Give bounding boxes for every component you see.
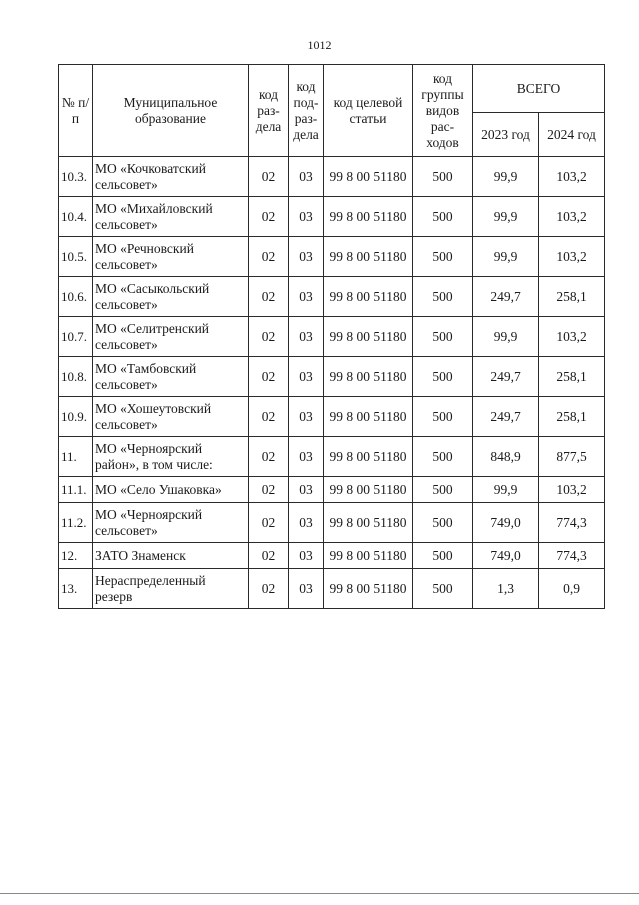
subsection-code: 03 [289, 397, 324, 437]
table-row [59, 543, 605, 569]
page-number: 1012 [307, 38, 332, 52]
amount-2023: 99,9 [473, 157, 539, 197]
amount-2024: 103,2 [539, 317, 605, 357]
municipality-name: МО «Село Ушаковка» [93, 477, 249, 503]
expense-group-code: 500 [413, 277, 473, 317]
target-article-code: 99 8 00 51180 [324, 437, 413, 477]
table-row [59, 237, 605, 277]
amount-2023: 249,7 [473, 357, 539, 397]
municipality-name: МО «Черноярский район», в том числе: [93, 437, 249, 477]
expense-group-code: 500 [413, 317, 473, 357]
subsection-code: 03 [289, 357, 324, 397]
amount-2024: 258,1 [539, 357, 605, 397]
row-number: 13. [59, 569, 93, 609]
table-row [59, 197, 605, 237]
target-article-code: 99 8 00 51180 [324, 317, 413, 357]
municipality-name: Нераспределенный резерв [93, 569, 249, 609]
row-number: 11.1. [59, 477, 93, 503]
table-row [59, 357, 605, 397]
table-row [59, 503, 605, 543]
section-code: 02 [249, 437, 289, 477]
amount-2024: 877,5 [539, 437, 605, 477]
amount-2023: 749,0 [473, 543, 539, 569]
target-article-code: 99 8 00 51180 [324, 237, 413, 277]
table-row [59, 397, 605, 437]
amount-2023: 99,9 [473, 477, 539, 503]
expense-group-code: 500 [413, 569, 473, 609]
table-row [59, 277, 605, 317]
row-number: 10.4. [59, 197, 93, 237]
municipality-name: МО «Сасыкольский сельсовет» [93, 277, 249, 317]
municipality-name: МО «Селитренский сельсовет» [93, 317, 249, 357]
amount-2023: 249,7 [473, 277, 539, 317]
table-row [59, 569, 605, 609]
table-row [59, 477, 605, 503]
amount-2023: 99,9 [473, 197, 539, 237]
header-year-2023: 2023 год [473, 113, 539, 157]
amount-2024: 103,2 [539, 157, 605, 197]
section-code: 02 [249, 569, 289, 609]
municipality-name: МО «Кочковатский сельсовет» [93, 157, 249, 197]
amount-2023: 99,9 [473, 317, 539, 357]
row-number: 10.7. [59, 317, 93, 357]
page-bottom-rule [0, 893, 639, 894]
table-row [59, 437, 605, 477]
amount-2024: 774,3 [539, 503, 605, 543]
table-header [59, 65, 605, 157]
budget-table [58, 64, 605, 609]
section-code: 02 [249, 357, 289, 397]
amount-2023: 1,3 [473, 569, 539, 609]
header-expense-group: код группы видов рас- ходов [413, 65, 473, 157]
amount-2024: 103,2 [539, 197, 605, 237]
section-code: 02 [249, 317, 289, 357]
subsection-code: 03 [289, 277, 324, 317]
header-name: Муниципальное образование [93, 65, 249, 157]
expense-group-code: 500 [413, 503, 473, 543]
expense-group-code: 500 [413, 437, 473, 477]
municipality-name: МО «Речновский сельсовет» [93, 237, 249, 277]
amount-2023: 848,9 [473, 437, 539, 477]
row-number: 11. [59, 437, 93, 477]
section-code: 02 [249, 237, 289, 277]
municipality-name: МО «Черноярский сельсовет» [93, 503, 249, 543]
subsection-code: 03 [289, 477, 324, 503]
subsection-code: 03 [289, 157, 324, 197]
section-code: 02 [249, 543, 289, 569]
table-row [59, 157, 605, 197]
subsection-code: 03 [289, 237, 324, 277]
section-code: 02 [249, 477, 289, 503]
subsection-code: 03 [289, 437, 324, 477]
row-number: 10.8. [59, 357, 93, 397]
header-total: ВСЕГО [473, 65, 605, 113]
header-year-2024: 2024 год [539, 113, 605, 157]
expense-group-code: 500 [413, 357, 473, 397]
expense-group-code: 500 [413, 477, 473, 503]
target-article-code: 99 8 00 51180 [324, 397, 413, 437]
amount-2024: 0,9 [539, 569, 605, 609]
amount-2023: 749,0 [473, 503, 539, 543]
target-article-code: 99 8 00 51180 [324, 277, 413, 317]
municipality-name: МО «Тамбовский сельсовет» [93, 357, 249, 397]
amount-2024: 103,2 [539, 477, 605, 503]
section-code: 02 [249, 503, 289, 543]
municipality-name: МО «Михайловский сельсовет» [93, 197, 249, 237]
section-code: 02 [249, 277, 289, 317]
row-number: 10.9. [59, 397, 93, 437]
amount-2023: 249,7 [473, 397, 539, 437]
amount-2024: 774,3 [539, 543, 605, 569]
section-code: 02 [249, 197, 289, 237]
subsection-code: 03 [289, 543, 324, 569]
amount-2024: 258,1 [539, 277, 605, 317]
row-number: 11.2. [59, 503, 93, 543]
subsection-code: 03 [289, 503, 324, 543]
expense-group-code: 500 [413, 397, 473, 437]
section-code: 02 [249, 397, 289, 437]
target-article-code: 99 8 00 51180 [324, 543, 413, 569]
expense-group-code: 500 [413, 197, 473, 237]
row-number: 12. [59, 543, 93, 569]
expense-group-code: 500 [413, 237, 473, 277]
target-article-code: 99 8 00 51180 [324, 357, 413, 397]
target-article-code: 99 8 00 51180 [324, 197, 413, 237]
expense-group-code: 500 [413, 543, 473, 569]
target-article-code: 99 8 00 51180 [324, 503, 413, 543]
municipality-name: ЗАТО Знаменск [93, 543, 249, 569]
target-article-code: 99 8 00 51180 [324, 569, 413, 609]
table-row [59, 317, 605, 357]
municipality-name: МО «Хошеутовский сельсовет» [93, 397, 249, 437]
target-article-code: 99 8 00 51180 [324, 477, 413, 503]
row-number: 10.5. [59, 237, 93, 277]
table-body [59, 157, 605, 609]
subsection-code: 03 [289, 317, 324, 357]
row-number: 10.6. [59, 277, 93, 317]
amount-2024: 103,2 [539, 237, 605, 277]
amount-2023: 99,9 [473, 237, 539, 277]
header-num: № п/п [59, 65, 93, 157]
subsection-code: 03 [289, 569, 324, 609]
expense-group-code: 500 [413, 157, 473, 197]
amount-2024: 258,1 [539, 397, 605, 437]
subsection-code: 03 [289, 197, 324, 237]
header-subsection: код под- раз- дела [289, 65, 324, 157]
header-target-article: код целевой статьи [324, 65, 413, 157]
header-section: код раз- дела [249, 65, 289, 157]
target-article-code: 99 8 00 51180 [324, 157, 413, 197]
row-number: 10.3. [59, 157, 93, 197]
section-code: 02 [249, 157, 289, 197]
